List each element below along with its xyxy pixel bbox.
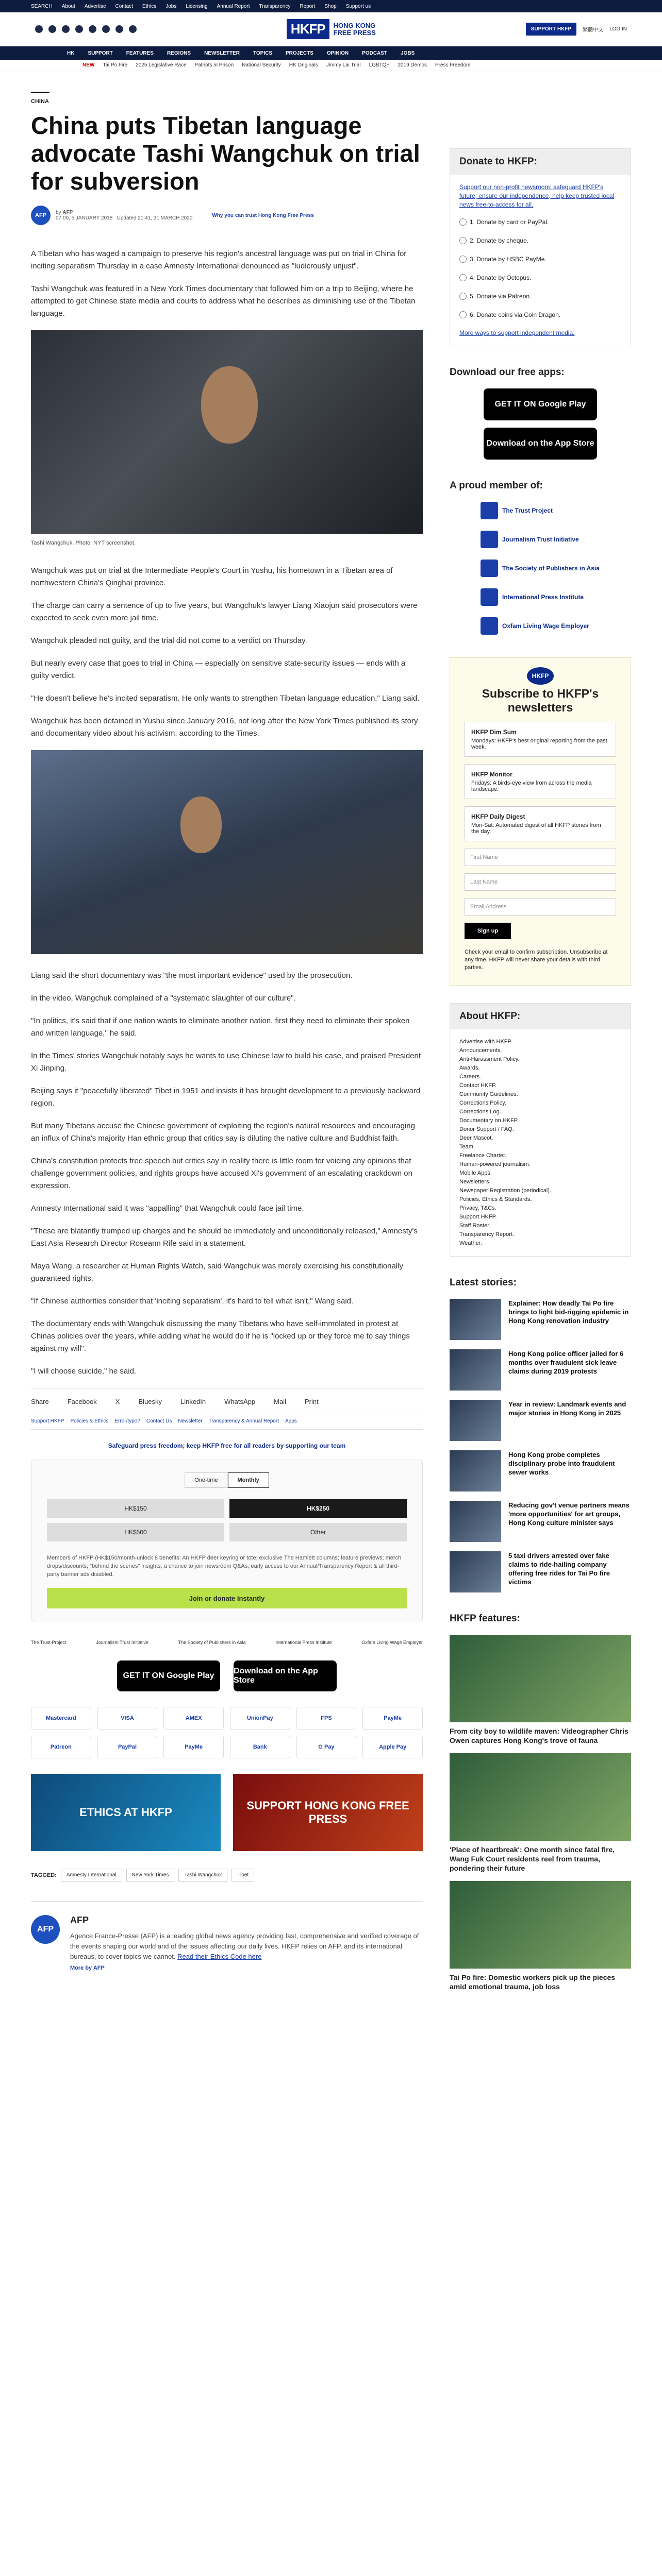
about-box (450, 1003, 631, 1257)
about-link[interactable]: Corrections Policy. (459, 1100, 506, 1106)
payment-icon: Bank (230, 1736, 290, 1758)
trust-badge[interactable]: International Press Institute (275, 1640, 332, 1645)
social-icons (35, 25, 137, 33)
new-badge: NEW (82, 62, 95, 68)
story-title[interactable]: Hong Kong police officer jailed for 6 months over fraudulent sick leave claims during 2019 protests (508, 1350, 624, 1375)
newsletter-option[interactable] (465, 764, 616, 799)
donate-widget (31, 1460, 423, 1621)
photo-caption: Tashi Wangchuk. Photo: NYT screenshot. (31, 540, 136, 546)
trending-item[interactable]: LGBTQ+ (369, 62, 390, 68)
newsletter-title: Subscribe to HKFP's newsletters (482, 687, 599, 714)
tag-link[interactable]: New York Times (126, 1869, 175, 1882)
by-label: by (56, 210, 61, 215)
join-button[interactable]: Join or donate instantly (47, 1588, 407, 1608)
app-store-button[interactable]: Download on the App Store (234, 1660, 337, 1691)
share-link[interactable]: WhatsApp (224, 1398, 256, 1405)
trending-item[interactable]: 2025 Legislative Race (136, 62, 187, 68)
app-store-button[interactable]: Download on the App Store (484, 428, 597, 460)
member-badge[interactable] (481, 502, 631, 519)
paragraph: Tashi Wangchuk was featured in a New York Times documentary that followed him on a trip to Beijing, where he attempted to get Chinese state media and courts to address what he describes as diminishing use of the Tibetan language. (31, 284, 416, 318)
instagram-icon[interactable] (62, 25, 70, 33)
author-box (31, 1901, 423, 1971)
trending-item[interactable]: HK Originals (289, 62, 318, 68)
policy-links (31, 1413, 423, 1430)
site-logo[interactable] (287, 19, 376, 39)
newsletter-name: HKFP Daily Digest (471, 813, 525, 820)
radio-icon (459, 256, 467, 263)
header-actions (526, 23, 627, 36)
payment-icon: G Pay (296, 1736, 357, 1758)
feature-item[interactable] (450, 1881, 631, 1991)
paragraph: Wangchuk pleaded not guilty, and the trial did not come to a verdict on Thursday. (31, 636, 307, 645)
share-link[interactable]: Share (31, 1398, 49, 1405)
paragraph: Wangchuk has been detained in Yushu since January 2016, not long after the New York Times published its story and documentary video about his activism, according to the Times. (31, 717, 418, 738)
about-link[interactable]: Weather. (459, 1240, 482, 1246)
story-title[interactable]: Reducing gov't venue partners means 'more opportunities' for art groups, Hong Kong culture minister says (508, 1501, 630, 1527)
ethics-promo[interactable]: ETHICS AT HKFP (31, 1774, 221, 1851)
about-link[interactable]: Support HKFP. (459, 1214, 497, 1220)
story-title[interactable]: Hong Kong probe completes disciplinary probe into fraudulent sewer works (508, 1451, 615, 1476)
radio-icon (459, 237, 467, 244)
trust-badge[interactable]: The Society of Publishers in Asia (178, 1640, 246, 1645)
about-link[interactable]: Community Guidelines. (459, 1091, 518, 1097)
policy-link[interactable]: Support HKFP (31, 1418, 64, 1424)
advertise-link[interactable]: Advertise (84, 3, 106, 9)
donate-option-label: 3. Donate by HSBC PayMe. (470, 256, 547, 263)
story-item[interactable] (450, 1349, 631, 1391)
x-icon[interactable] (48, 25, 56, 33)
payment-icon: Apple Pay (362, 1736, 423, 1758)
payment-methods (31, 1707, 423, 1758)
trending-item[interactable]: Jimmy Lai Trial (326, 62, 361, 68)
video-embed[interactable] (31, 750, 423, 954)
payment-icon: Mastercard (31, 1707, 91, 1730)
byline (31, 206, 423, 225)
share-bar (31, 1388, 423, 1413)
paragraph: "If Chinese authorities consider that 'inciting separatism', it's hard to tell what isn't," Wang said. (31, 1297, 354, 1306)
policy-link[interactable]: Newsletter (178, 1418, 203, 1424)
policy-link[interactable]: Policies & Ethics (70, 1418, 109, 1424)
story-thumbnail (450, 1349, 501, 1391)
payment-icon: Patreon (31, 1736, 91, 1758)
trending-bar (0, 60, 662, 71)
support-hkfp-button[interactable]: SUPPORT HKFP (526, 23, 576, 36)
donate-option[interactable] (459, 309, 621, 320)
email-field[interactable]: Email Address (465, 898, 616, 916)
about-link[interactable]: Privacy, T&Cs. (459, 1205, 496, 1211)
policy-link[interactable]: Contact Us (146, 1418, 172, 1424)
trust-link[interactable]: Why you can trust Hong Kong Free Press (212, 212, 314, 218)
transparency-link[interactable]: Transparency (259, 3, 291, 9)
paragraph: China's constitution protects free speech but critics say in reality there is little room for voicing any opinions that challenge government policies, and rights groups have accused Xi's government of an escalating crackdown on expression. (31, 1157, 412, 1190)
about-link[interactable]: Human-powered journalism. (459, 1161, 531, 1167)
policy-link[interactable]: Error/typo? (114, 1418, 140, 1424)
story-item[interactable] (450, 1551, 631, 1592)
trust-badges (31, 1640, 423, 1645)
story-item[interactable] (450, 1299, 631, 1340)
safeguard-text: Safeguard press freedom; keep HKFP free for all readers by supporting our team (108, 1442, 346, 1449)
feature-item[interactable] (450, 1635, 631, 1745)
about-link[interactable]: Advertise with HKFP. (459, 1039, 512, 1045)
donate-option[interactable] (459, 291, 621, 302)
bluesky-icon[interactable] (115, 25, 123, 33)
share-link[interactable]: LinkedIn (180, 1398, 206, 1405)
search-link[interactable]: SEARCH (31, 3, 53, 9)
youtube-icon[interactable] (75, 25, 83, 33)
about-link[interactable]: Contact HKFP. (459, 1082, 496, 1089)
apps-title: Download our free apps: (450, 367, 565, 378)
story-title[interactable]: 5 taxi drivers arrested over fake claims to ride-hailing company offering free rides for Tai Po fire victims (508, 1552, 610, 1586)
feature-image (450, 1635, 631, 1722)
author-bio: Agence France-Presse (AFP) is a leading global news agency providing fast, comprehensive and verified coverage of the events shaping our world and of the issues affecting our daily lives. HKFP relies on AFP, and its international bureaus, to cover topics we cannot. Read their Ethics Code here (70, 1932, 419, 1960)
member-badge[interactable] (481, 617, 631, 635)
donate-text[interactable]: Support our non-profit newsroom: safeguard HKFP's future, ensure our independence, help keep trusted local news free-to-access for all. (459, 183, 615, 208)
paragraph: "In politics, it's said that if one nation wants to eliminate another nation, first they need to eliminate their spoken and written language," he said. (31, 1016, 410, 1038)
story-thumbnail (450, 1299, 501, 1340)
latest-title: Latest stories: (450, 1277, 517, 1288)
member-badge[interactable] (481, 588, 631, 606)
share-link[interactable]: X (115, 1398, 120, 1405)
more-by-author[interactable]: More by AFP (70, 1965, 105, 1971)
trending-item[interactable]: Tai Po Fire (103, 62, 128, 68)
jobs-link[interactable]: Jobs (166, 3, 177, 9)
story-thumbnail (450, 1450, 501, 1492)
paragraph: In the video, Wangchuk complained of a "systematic slaughter of our culture". (31, 994, 296, 1003)
contact-link[interactable]: Contact (115, 3, 133, 9)
first-name-field[interactable]: First Name (465, 849, 616, 866)
member-name: Journalism Trust Initiative (502, 536, 579, 543)
share-link[interactable]: Facebook (67, 1398, 97, 1405)
nav-item[interactable]: NEWSLETTER (204, 50, 240, 56)
donate-option[interactable] (459, 272, 621, 283)
about-link[interactable]: Policies, Ethics & Standards. (459, 1196, 532, 1202)
payment-icon: PayPal (97, 1736, 158, 1758)
paragraph: The documentary ends with Wangchuk discussing the many Tibetans who have self-immolated in protest at Chinas policies over the years, while adding what he would do if he is "locked up or they force me to say things against my will". (31, 1319, 410, 1353)
donate-option-label: 4. Donate by Octopus. (470, 274, 532, 281)
nav-item[interactable]: PODCAST (362, 50, 388, 56)
donate-option[interactable] (459, 216, 621, 228)
tab-monthly[interactable]: Monthly (228, 1472, 269, 1488)
ethics-code-link[interactable]: Read their Ethics Code here (177, 1953, 262, 1960)
publish-date: 07:00, 5 JANUARY 2018 (56, 215, 113, 221)
newsletter-desc: Mon-Sat: Automated digest of all HKFP stories from the day. (471, 822, 601, 835)
about-link[interactable]: Careers. (459, 1074, 482, 1080)
threads-icon[interactable] (102, 25, 110, 33)
about-link[interactable]: Corrections Log. (459, 1109, 501, 1115)
payment-icon: FPS (296, 1707, 357, 1730)
feature-title[interactable]: 'Place of heartbreak': One month since fatal fire, Wang Fuk Court residents reel from trauma, pondering their future (450, 1845, 615, 1872)
donate-box (450, 148, 631, 346)
google-play-button[interactable]: GET IT ON Google Play (484, 388, 597, 420)
newsletter-desc: Fridays: A birds-eye view from across the media landscape. (471, 780, 592, 792)
member-logo-icon (481, 617, 498, 635)
member-name: Oxfam Living Wage Employer (502, 622, 589, 630)
more-ways-link[interactable]: More ways to support independent media. (459, 329, 575, 336)
newsletter-box (450, 657, 631, 986)
tab-one-time[interactable]: One-time (185, 1472, 227, 1488)
promo-banners (31, 1774, 423, 1851)
newsletter-name: HKFP Monitor (471, 771, 512, 778)
nav-item[interactable]: FEATURES (126, 50, 154, 56)
telegram-icon[interactable] (89, 25, 96, 33)
feature-image (450, 1753, 631, 1841)
feature-image (450, 1881, 631, 1969)
share-link[interactable]: Bluesky (138, 1398, 162, 1405)
story-thumbnail (450, 1501, 501, 1542)
tag-link[interactable]: Amnesty International (61, 1869, 122, 1882)
linkedin-icon[interactable] (129, 25, 137, 33)
updated-date: Updated 21:41, 31 MARCH 2020 (117, 215, 193, 221)
newsletter-desc: Mondays: HKFP's best original reporting from the past week. (471, 738, 607, 750)
article-category[interactable]: CHINA (31, 92, 49, 105)
about-link[interactable]: Donor Support / FAQ. (459, 1126, 514, 1132)
logo-text: HONG KONG FREE PRESS (333, 21, 376, 37)
amount-other[interactable]: Other (229, 1523, 407, 1541)
licensing-link[interactable]: Licensing (186, 3, 208, 9)
article-column (31, 71, 423, 1991)
member-name: The Trust Project (502, 507, 553, 514)
annual-report-link[interactable]: Annual Report (217, 3, 250, 9)
article-body (31, 248, 423, 1378)
payment-icon: AMEX (163, 1707, 224, 1730)
story-thumbnail (450, 1400, 501, 1441)
trust-badge[interactable]: Oxfam Living Wage Employer (361, 1640, 423, 1645)
language-link[interactable]: 繁體中文 (583, 27, 604, 33)
author-name[interactable]: AFP (70, 1915, 89, 1925)
story-title[interactable]: Explainer: How deadly Tai Po fire brings to light bid-rigging epidemic in Hong Kong renovation industry (508, 1299, 629, 1325)
main-nav (0, 46, 662, 60)
trending-item[interactable]: 2019 Demos (398, 62, 427, 68)
about-link[interactable]: Staff Roster. (459, 1223, 491, 1229)
paragraph: Amnesty International said it was "appalling" that Wangchuk could face jail time. (31, 1204, 304, 1213)
newsletter-option[interactable] (465, 722, 616, 757)
member-name: International Press Institute (502, 594, 584, 601)
radio-icon (459, 218, 467, 226)
paragraph: "He doesn't believe he's incited separatism. He only wants to strengthen Tibetan language education," Liang said. (31, 694, 420, 703)
about-link[interactable]: Announcements. (459, 1047, 502, 1054)
paragraph: Liang said the short documentary was "the most important evidence" used by the prosecution. (31, 971, 353, 980)
top-utility-bar (0, 0, 662, 12)
site-header (0, 12, 662, 46)
tag-link[interactable]: Tashi Wangchuk (178, 1869, 227, 1882)
about-title: About HKFP: (450, 1004, 631, 1029)
paragraph: But nearly every case that goes to trial in China — especially on sensitive state-security issues — ends with a guilty verdict. (31, 659, 406, 680)
member-name: The Society of Publishers in Asia (502, 565, 600, 572)
newsletter-option[interactable] (465, 806, 616, 841)
paragraph: Wangchuk was put on trial at the Intermediate People's Court in Yushu, his hometown in a Tibetan area of northwestern China's Qinghai province. (31, 566, 393, 587)
about-link[interactable]: Documentary on HKFP. (459, 1117, 519, 1124)
amount-option-selected[interactable]: HK$250 (229, 1499, 407, 1518)
about-link[interactable]: Deer Mascot. (459, 1135, 493, 1141)
trust-badge[interactable]: The Trust Project (31, 1640, 67, 1645)
about-link[interactable]: Transparency Report. (459, 1231, 514, 1238)
payment-icon: PayMe (163, 1736, 224, 1758)
trust-badge[interactable]: Journalism Trust Initiative (96, 1640, 148, 1645)
story-item[interactable] (450, 1501, 631, 1542)
about-link[interactable]: Newsletters. (459, 1179, 491, 1185)
member-logo-icon (481, 531, 498, 548)
member-badge[interactable] (481, 560, 631, 577)
feature-item[interactable] (450, 1753, 631, 1873)
payment-icon: PayMe (362, 1707, 423, 1730)
radio-icon (459, 274, 467, 281)
amount-option[interactable]: HK$500 (47, 1523, 224, 1541)
google-play-button[interactable]: GET IT ON Google Play (117, 1660, 220, 1691)
story-item[interactable] (450, 1400, 631, 1441)
latest-stories (450, 1277, 631, 1592)
feature-title[interactable]: From city boy to wildlife maven: Videographer Chris Owen captures Hong Kong's trove of fauna (450, 1727, 628, 1744)
payment-icon: UnionPay (230, 1707, 290, 1730)
nav-item[interactable]: HK (67, 50, 75, 56)
support-link[interactable]: Support us (345, 3, 371, 9)
newsletter-note: Check your email to confirm subscription. Unsubscribe at any time. HKFP will never share your details with third parties. (465, 949, 608, 971)
about-link[interactable]: About (61, 3, 75, 9)
login-link[interactable]: LOG IN (609, 26, 627, 32)
donate-option-label: 6. Donate coins via Coin Dragon. (470, 311, 561, 318)
story-thumbnail (450, 1551, 501, 1592)
article-title: China puts Tibetan language advocate Tashi Wangchuk on trial for subversion (31, 112, 420, 195)
paragraph: Maya Wang, a researcher at Human Rights Watch, said Wangchuk was merely exercising his constitutionally guaranteed rights. (31, 1262, 403, 1283)
about-link[interactable]: Team. (459, 1144, 475, 1150)
payment-icon: VISA (97, 1707, 158, 1730)
share-link[interactable]: Print (304, 1398, 319, 1405)
donate-option-label: 1. Donate by card or PayPal. (470, 218, 549, 226)
membership-note: Members of HKFP (HK$150/month-unlock 8 benefits: An HKFP deer keyring or tote; exclusive The Hamlett columns; feature previews; merch drops/discounts; "behind the scenes" insights; a chance to join newsroom Q&As; early access to our Annual/Transparency Report & all third-party banner ads disabled. (47, 1555, 402, 1578)
member-logo-icon (481, 588, 498, 606)
amount-option[interactable]: HK$150 (47, 1499, 224, 1518)
about-link[interactable]: Anti-Harassment Policy. (459, 1056, 520, 1062)
trending-item[interactable]: Press Freedom (435, 62, 471, 68)
newsletter-name: HKFP Dim Sum (471, 728, 517, 736)
about-link[interactable]: Mobile Apps. (459, 1170, 492, 1176)
story-item[interactable] (450, 1450, 631, 1492)
ethics-link[interactable]: Ethics (142, 3, 157, 9)
donate-option[interactable] (459, 235, 621, 246)
sidebar (450, 71, 631, 1991)
signup-button[interactable]: Sign up (465, 923, 511, 939)
paragraph: A Tibetan who has waged a campaign to preserve his region's ancestral language was put on trial in China for inciting separatism Thursday in a case Amnesty International denounced as "ludicrously unjust". (31, 249, 407, 270)
donate-title: Donate to HKFP: (450, 149, 631, 175)
member-logo-icon (481, 502, 498, 519)
app-buttons (31, 1660, 423, 1691)
policy-link[interactable]: Apps (285, 1418, 297, 1424)
member-title: A proud member of: (450, 480, 543, 491)
paragraph: But many Tibetans accuse the Chinese government of exploiting the region's natural resources and encouraging an influx of China's majority Han ethnic group that critics say is diluting the native culture and Buddhist faith. (31, 1122, 415, 1143)
trending-item[interactable]: National Security (242, 62, 281, 68)
support-promo[interactable]: SUPPORT HONG KONG FREE PRESS (233, 1774, 423, 1851)
nav-item[interactable]: TOPICS (253, 50, 273, 56)
article-photo (31, 330, 423, 534)
facebook-icon[interactable] (35, 25, 43, 33)
trending-item[interactable]: Patriots in Prison (194, 62, 234, 68)
about-link[interactable]: Freelance Charter. (459, 1153, 507, 1159)
donate-option-label: 2. Donate by cheque. (470, 237, 529, 244)
author-avatar[interactable]: AFP (31, 1915, 60, 1944)
report-link[interactable]: Report (300, 3, 316, 9)
radio-icon (459, 293, 467, 300)
author-link[interactable]: AFP (62, 210, 73, 215)
newsletter-logo: HKFP (527, 667, 554, 685)
donate-option-label: 5. Donate via Patreon. (470, 293, 532, 300)
paragraph: Beijing says it "peacefully liberated" Tibet in 1951 and insists it has brought development to a previously backward region. (31, 1087, 421, 1108)
member-badge[interactable] (481, 531, 631, 548)
donate-option[interactable] (459, 253, 621, 265)
nav-item[interactable]: OPINION (326, 50, 349, 56)
tag-link[interactable]: Tibet (231, 1869, 254, 1882)
nav-item[interactable]: REGIONS (167, 50, 191, 56)
paragraph: "These are blatantly trumped up charges and he should be immediately and unconditionally released," Amnesty's East Asia Research Director Roseann Rife said in a statement. (31, 1227, 418, 1248)
last-name-field[interactable]: Last Name (465, 873, 616, 891)
features-title: HKFP features: (450, 1613, 520, 1624)
nav-item[interactable]: SUPPORT (88, 50, 113, 56)
member-logo-icon (481, 560, 498, 577)
tagged-label: TAGGED: (31, 1872, 57, 1878)
store-link[interactable]: Shop (324, 3, 337, 9)
paragraph: The charge can carry a sentence of up to five years, but Wangchuk's lawyer Liang Xiaojun said prosecutors were expected to seek even more jail time. (31, 601, 418, 622)
about-link[interactable]: Awards. (459, 1065, 480, 1071)
paragraph: "I will choose suicide," he said. (31, 1367, 137, 1376)
radio-icon (459, 311, 467, 318)
story-title[interactable]: Year in review: Landmark events and major stories in Hong Kong in 2025 (508, 1400, 626, 1417)
features-section (450, 1613, 631, 1991)
feature-title[interactable]: Tai Po fire: Domestic workers pick up the pieces amid emotional trauma, job loss (450, 1973, 616, 1991)
logo-box: HKFP (287, 19, 329, 39)
nav-item[interactable]: PROJECTS (286, 50, 313, 56)
tags (31, 1869, 423, 1882)
share-link[interactable]: Mail (274, 1398, 286, 1405)
policy-link[interactable]: Transparency & Annual Report (208, 1418, 279, 1424)
nav-item[interactable]: JOBS (401, 50, 415, 56)
author-avatar[interactable]: AFP (31, 206, 51, 225)
paragraph: In the Times' stories Wangchuk notably says he wants to use Chinese law to build his case, and praised President Xi Jinping. (31, 1052, 421, 1073)
about-link[interactable]: Newspaper Registration (periodical). (459, 1188, 551, 1194)
